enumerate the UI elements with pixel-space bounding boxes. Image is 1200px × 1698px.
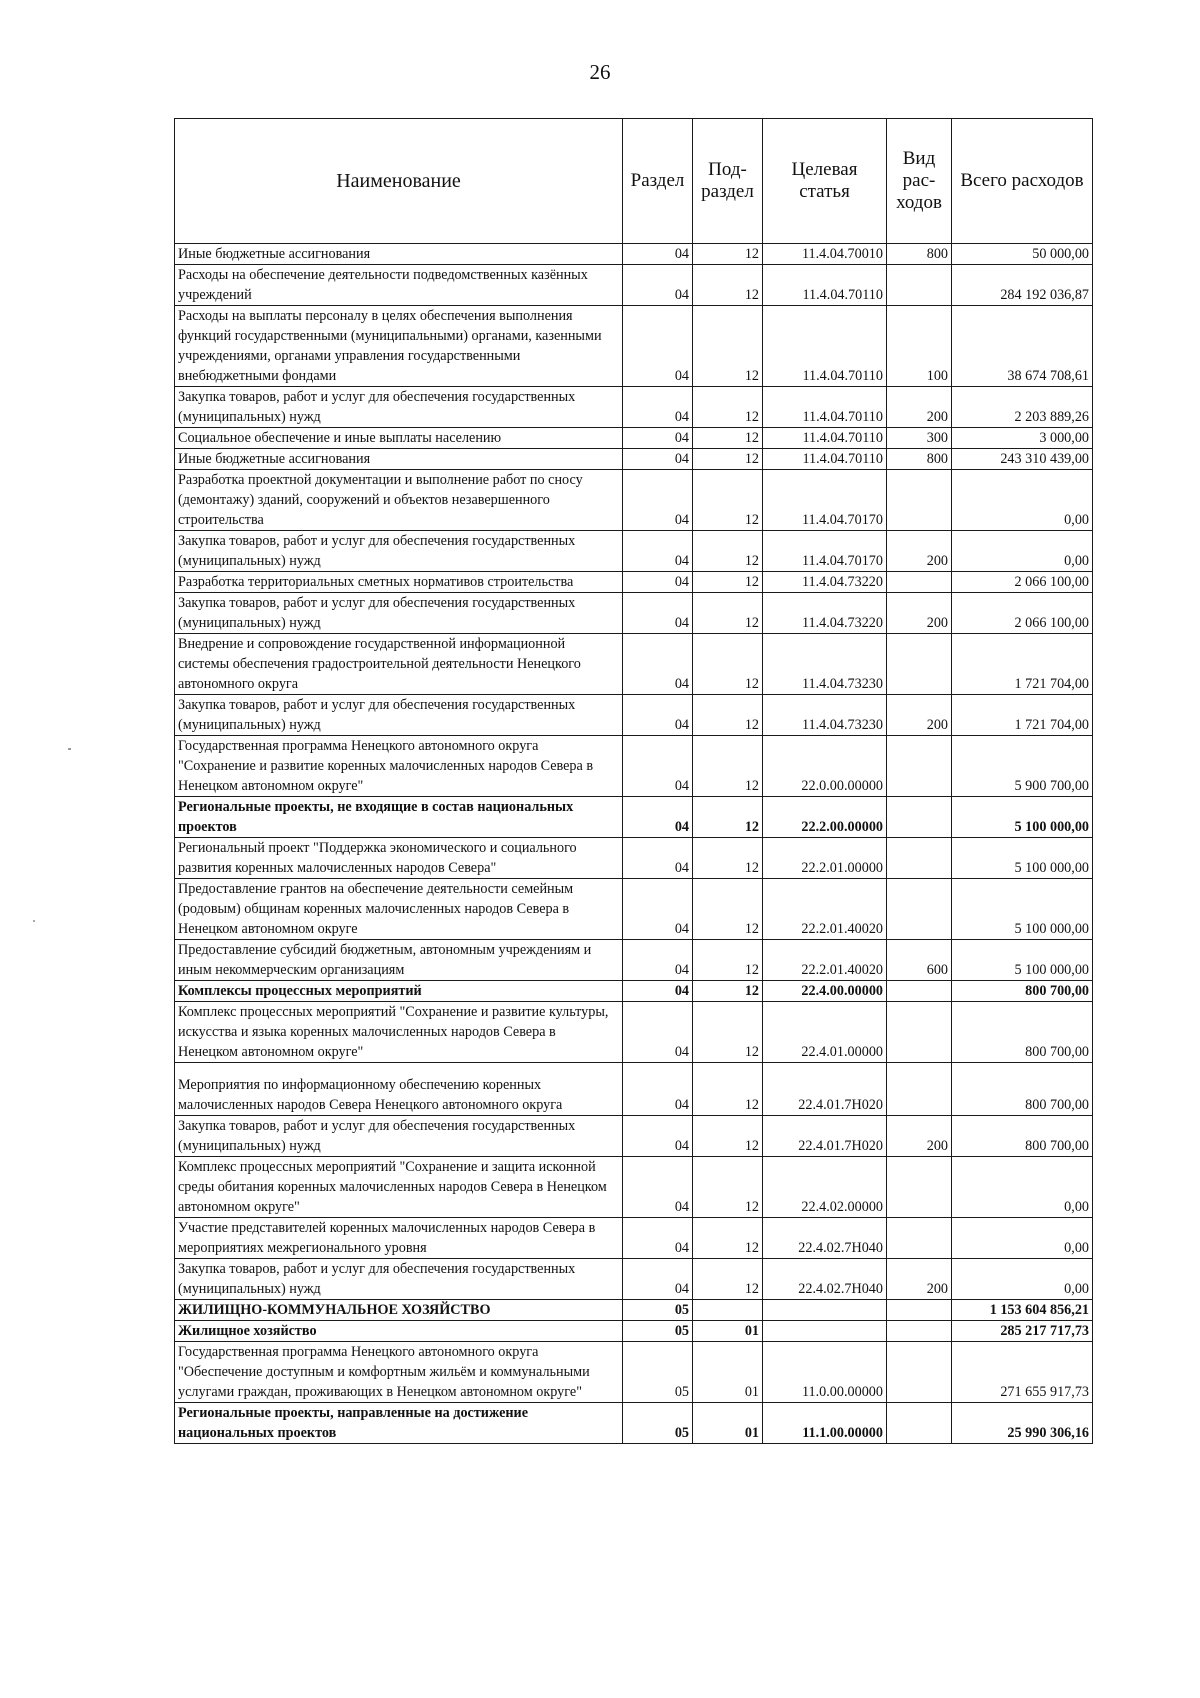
row-total: 800 700,00 <box>952 1002 1093 1063</box>
row-article: 22.4.01.7Н020 <box>763 1116 887 1157</box>
row-article <box>763 1321 887 1342</box>
row-section: 05 <box>623 1342 693 1403</box>
row-article: 22.4.00.00000 <box>763 981 887 1002</box>
table-row <box>175 306 1093 387</box>
row-section: 04 <box>623 449 693 470</box>
row-section: 04 <box>623 1259 693 1300</box>
row-section: 04 <box>623 940 693 981</box>
row-article: 11.0.00.00000 <box>763 1342 887 1403</box>
row-article: 11.4.04.70110 <box>763 265 887 306</box>
row-expense-type <box>887 981 952 1002</box>
row-article: 22.2.01.00000 <box>763 838 887 879</box>
row-subsection: 12 <box>693 244 763 265</box>
row-article: 11.4.04.70110 <box>763 306 887 387</box>
row-expense-type <box>887 1403 952 1444</box>
row-article <box>763 1300 887 1321</box>
row-total: 0,00 <box>952 470 1093 531</box>
row-total: 800 700,00 <box>952 981 1093 1002</box>
row-name: Государственная программа Ненецкого автономного округа "Сохранение и развитие коренных малочисленных народов Севера в Ненецком автономном округе" <box>175 736 623 797</box>
row-total: 1 721 704,00 <box>952 695 1093 736</box>
row-name: Разработка проектной документации и выполнение работ по сносу (демонтажу) зданий, сооружений и объектов незавершенного строительства <box>175 470 623 531</box>
row-section: 04 <box>623 470 693 531</box>
scan-speck <box>33 920 35 922</box>
row-name: Региональные проекты, не входящие в состав национальных проектов <box>175 797 623 838</box>
row-subsection: 12 <box>693 531 763 572</box>
table-row <box>175 1002 1093 1063</box>
row-article: 11.1.00.00000 <box>763 1403 887 1444</box>
row-subsection: 01 <box>693 1321 763 1342</box>
row-article: 11.4.04.70110 <box>763 387 887 428</box>
row-name: Государственная программа Ненецкого автономного округа "Обеспечение доступным и комфортным жильём и коммунальными услугами граждан, проживающих в Ненецком автономном округе" <box>175 1342 623 1403</box>
row-total: 1 153 604 856,21 <box>952 1300 1093 1321</box>
row-article: 11.4.04.73230 <box>763 634 887 695</box>
row-expense-type: 100 <box>887 306 952 387</box>
header-expense-type: Вид рас- ходов <box>887 119 952 244</box>
row-expense-type <box>887 1157 952 1218</box>
row-total: 2 203 889,26 <box>952 387 1093 428</box>
row-expense-type <box>887 1002 952 1063</box>
row-expense-type: 300 <box>887 428 952 449</box>
row-subsection: 01 <box>693 1403 763 1444</box>
row-subsection: 12 <box>693 981 763 1002</box>
row-name: Региональный проект "Поддержка экономического и социального развития коренных малочисленных народов Севера" <box>175 838 623 879</box>
row-article: 22.2.01.40020 <box>763 940 887 981</box>
row-section: 04 <box>623 981 693 1002</box>
row-subsection: 12 <box>693 265 763 306</box>
table-row <box>175 981 1093 1002</box>
row-expense-type: 800 <box>887 449 952 470</box>
row-expense-type: 200 <box>887 387 952 428</box>
row-name: Внедрение и сопровождение государственной информационной системы обеспечения градостроительной деятельности Ненецкого автономного округа <box>175 634 623 695</box>
row-expense-type <box>887 1063 952 1116</box>
row-section: 04 <box>623 593 693 634</box>
row-name: Разработка территориальных сметных нормативов строительства <box>175 572 623 593</box>
row-expense-type: 200 <box>887 1116 952 1157</box>
row-expense-type <box>887 572 952 593</box>
row-name: Закупка товаров, работ и услуг для обеспечения государственных (муниципальных) нужд <box>175 531 623 572</box>
row-total: 0,00 <box>952 531 1093 572</box>
table-row <box>175 428 1093 449</box>
row-subsection: 12 <box>693 838 763 879</box>
row-total: 5 900 700,00 <box>952 736 1093 797</box>
row-article: 22.2.01.40020 <box>763 879 887 940</box>
row-expense-type <box>887 265 952 306</box>
row-name: Закупка товаров, работ и услуг для обеспечения государственных (муниципальных) нужд <box>175 695 623 736</box>
row-name: Жилищное хозяйство <box>175 1321 623 1342</box>
page-number: 26 <box>589 60 611 84</box>
row-expense-type <box>887 634 952 695</box>
row-section: 05 <box>623 1403 693 1444</box>
row-subsection: 12 <box>693 1116 763 1157</box>
row-article: 11.4.04.70110 <box>763 449 887 470</box>
row-section: 04 <box>623 797 693 838</box>
table-row <box>175 387 1093 428</box>
table-row <box>175 1157 1093 1218</box>
row-article: 22.4.01.7Н020 <box>763 1063 887 1116</box>
row-subsection: 12 <box>693 1063 763 1116</box>
row-subsection: 12 <box>693 470 763 531</box>
table-row <box>175 1116 1093 1157</box>
table-header-row <box>175 119 1093 244</box>
row-subsection: 12 <box>693 306 763 387</box>
row-article: 11.4.04.73230 <box>763 695 887 736</box>
row-name: Комплекс процессных мероприятий "Сохранение и развитие культуры, искусства и языка коренных малочисленных народов Севера в Ненецком автономном округе" <box>175 1002 623 1063</box>
row-subsection: 12 <box>693 1002 763 1063</box>
budget-table <box>174 118 1093 1444</box>
row-expense-type <box>887 1300 952 1321</box>
header-section: Раздел <box>623 119 693 244</box>
row-article: 11.4.04.73220 <box>763 572 887 593</box>
row-expense-type: 200 <box>887 695 952 736</box>
row-subsection: 12 <box>693 387 763 428</box>
row-name: Предоставление грантов на обеспечение деятельности семейным (родовым) общинам коренных малочисленных народов Севера в Ненецком автономном округе <box>175 879 623 940</box>
table-row <box>175 470 1093 531</box>
header-article: Целевая статья <box>763 119 887 244</box>
row-total: 25 990 306,16 <box>952 1403 1093 1444</box>
row-expense-type <box>887 1218 952 1259</box>
row-total: 38 674 708,61 <box>952 306 1093 387</box>
row-expense-type <box>887 1321 952 1342</box>
row-subsection: 12 <box>693 797 763 838</box>
table-row <box>175 1300 1093 1321</box>
row-subsection: 12 <box>693 736 763 797</box>
row-expense-type: 600 <box>887 940 952 981</box>
row-name: Мероприятия по информационному обеспечению коренных малочисленных народов Севера Ненецкого автономного округа <box>175 1063 623 1116</box>
row-total: 5 100 000,00 <box>952 838 1093 879</box>
row-total: 0,00 <box>952 1259 1093 1300</box>
scan-speck <box>68 748 71 750</box>
table-row <box>175 1342 1093 1403</box>
table-row <box>175 1218 1093 1259</box>
row-expense-type: 200 <box>887 531 952 572</box>
row-expense-type <box>887 879 952 940</box>
table-row <box>175 593 1093 634</box>
row-name: Участие представителей коренных малочисленных народов Севера в мероприятиях межрегионального уровня <box>175 1218 623 1259</box>
row-expense-type <box>887 736 952 797</box>
row-name: Закупка товаров, работ и услуг для обеспечения государственных (муниципальных) нужд <box>175 387 623 428</box>
row-subsection: 12 <box>693 428 763 449</box>
header-subsection: Под- раздел <box>693 119 763 244</box>
table-row <box>175 879 1093 940</box>
row-name: Закупка товаров, работ и услуг для обеспечения государственных (муниципальных) нужд <box>175 1259 623 1300</box>
row-article: 22.0.00.00000 <box>763 736 887 797</box>
row-total: 1 721 704,00 <box>952 634 1093 695</box>
row-expense-type <box>887 470 952 531</box>
table-row <box>175 1063 1093 1116</box>
row-name: Социальное обеспечение и иные выплаты населению <box>175 428 623 449</box>
row-name: Расходы на обеспечение деятельности подведомственных казённых учреждений <box>175 265 623 306</box>
row-section: 04 <box>623 572 693 593</box>
row-name: Иные бюджетные ассигнования <box>175 244 623 265</box>
row-article: 11.4.04.70170 <box>763 470 887 531</box>
row-subsection: 12 <box>693 634 763 695</box>
table-row <box>175 634 1093 695</box>
row-expense-type: 800 <box>887 244 952 265</box>
row-total: 5 100 000,00 <box>952 879 1093 940</box>
row-total: 284 192 036,87 <box>952 265 1093 306</box>
row-name: ЖИЛИЩНО-КОММУНАЛЬНОЕ ХОЗЯЙСТВО <box>175 1300 623 1321</box>
row-subsection: 12 <box>693 1259 763 1300</box>
row-article: 22.4.02.7Н040 <box>763 1218 887 1259</box>
row-subsection: 12 <box>693 695 763 736</box>
row-subsection: 12 <box>693 940 763 981</box>
row-expense-type: 200 <box>887 1259 952 1300</box>
row-section: 04 <box>623 1157 693 1218</box>
row-subsection: 12 <box>693 1218 763 1259</box>
table-row <box>175 572 1093 593</box>
row-total: 0,00 <box>952 1218 1093 1259</box>
row-total: 5 100 000,00 <box>952 940 1093 981</box>
row-name: Закупка товаров, работ и услуг для обеспечения государственных (муниципальных) нужд <box>175 593 623 634</box>
row-total: 2 066 100,00 <box>952 593 1093 634</box>
row-article: 11.4.04.70110 <box>763 428 887 449</box>
row-section: 04 <box>623 634 693 695</box>
row-total: 2 066 100,00 <box>952 572 1093 593</box>
row-section: 04 <box>623 1218 693 1259</box>
row-name: Иные бюджетные ассигнования <box>175 449 623 470</box>
table-row <box>175 244 1093 265</box>
row-total: 0,00 <box>952 1157 1093 1218</box>
table-row <box>175 1259 1093 1300</box>
row-total: 5 100 000,00 <box>952 797 1093 838</box>
row-subsection: 12 <box>693 593 763 634</box>
row-section: 04 <box>623 244 693 265</box>
row-subsection <box>693 1300 763 1321</box>
table-row <box>175 1321 1093 1342</box>
row-article: 11.4.04.73220 <box>763 593 887 634</box>
row-name: Региональные проекты, направленные на достижение национальных проектов <box>175 1403 623 1444</box>
row-article: 22.4.02.00000 <box>763 1157 887 1218</box>
row-total: 271 655 917,73 <box>952 1342 1093 1403</box>
row-article: 22.4.02.7Н040 <box>763 1259 887 1300</box>
row-section: 04 <box>623 428 693 449</box>
row-article: 11.4.04.70170 <box>763 531 887 572</box>
row-section: 04 <box>623 1116 693 1157</box>
row-section: 04 <box>623 531 693 572</box>
table-row <box>175 736 1093 797</box>
row-subsection: 12 <box>693 879 763 940</box>
row-expense-type: 200 <box>887 593 952 634</box>
row-total: 800 700,00 <box>952 1063 1093 1116</box>
row-section: 04 <box>623 695 693 736</box>
row-subsection: 12 <box>693 1157 763 1218</box>
table-row <box>175 531 1093 572</box>
row-expense-type <box>887 797 952 838</box>
row-section: 04 <box>623 306 693 387</box>
table-row <box>175 449 1093 470</box>
row-name: Закупка товаров, работ и услуг для обеспечения государственных (муниципальных) нужд <box>175 1116 623 1157</box>
row-total: 285 217 717,73 <box>952 1321 1093 1342</box>
table-body <box>175 244 1093 1444</box>
row-section: 04 <box>623 1063 693 1116</box>
row-subsection: 12 <box>693 572 763 593</box>
row-subsection: 12 <box>693 449 763 470</box>
row-section: 04 <box>623 736 693 797</box>
table-row <box>175 1403 1093 1444</box>
row-total: 243 310 439,00 <box>952 449 1093 470</box>
row-name: Предоставление субсидий бюджетным, автономным учреждениям и иным некоммерческим организациям <box>175 940 623 981</box>
row-article: 22.4.01.00000 <box>763 1002 887 1063</box>
row-total: 3 000,00 <box>952 428 1093 449</box>
row-subsection: 01 <box>693 1342 763 1403</box>
row-section: 04 <box>623 387 693 428</box>
row-name: Расходы на выплаты персоналу в целях обеспечения выполнения функций государственными (муниципальными) органами, казенными учреждениями, органами управления государственными внебюджетными фондами <box>175 306 623 387</box>
table-row <box>175 940 1093 981</box>
row-total: 50 000,00 <box>952 244 1093 265</box>
row-section: 04 <box>623 1002 693 1063</box>
table-row <box>175 265 1093 306</box>
row-name: Комплексы процессных мероприятий <box>175 981 623 1002</box>
row-article: 22.2.00.00000 <box>763 797 887 838</box>
row-expense-type <box>887 838 952 879</box>
row-total: 800 700,00 <box>952 1116 1093 1157</box>
row-section: 05 <box>623 1300 693 1321</box>
header-name: Наименование <box>175 119 623 244</box>
table-row <box>175 838 1093 879</box>
header-total: Всего расходов <box>952 119 1093 244</box>
row-expense-type <box>887 1342 952 1403</box>
row-name: Комплекс процессных мероприятий "Сохранение и защита исконной среды обитания коренных малочисленных народов Севера в Ненецком автономном округе" <box>175 1157 623 1218</box>
row-section: 04 <box>623 879 693 940</box>
row-article: 11.4.04.70010 <box>763 244 887 265</box>
row-section: 05 <box>623 1321 693 1342</box>
row-section: 04 <box>623 838 693 879</box>
table-row <box>175 695 1093 736</box>
table-row <box>175 797 1093 838</box>
row-section: 04 <box>623 265 693 306</box>
